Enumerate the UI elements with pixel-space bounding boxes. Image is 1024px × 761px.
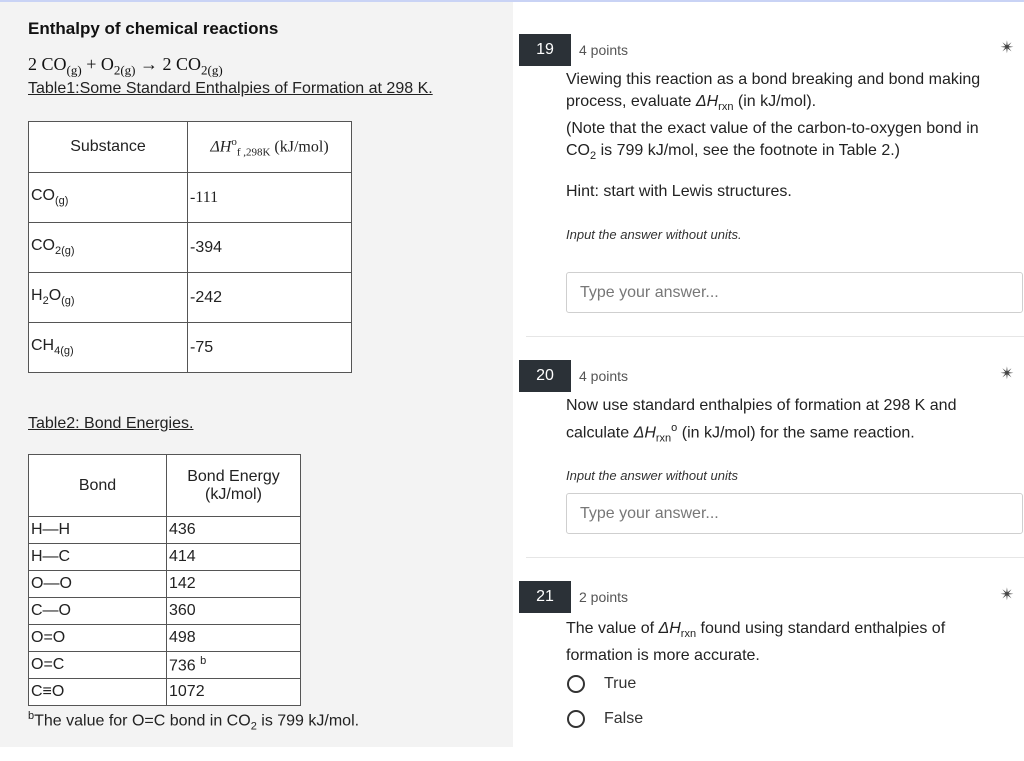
question-20-text: Now use standard enthalpies of formation at 298 K and calculate $\Delta H_{rxn}^o$ (in kJ/mol) for the same reaction. [566, 397, 957, 445]
question-20-answer-input[interactable] [566, 493, 1023, 534]
table-row [29, 173, 352, 223]
bond-cell: C—O [29, 598, 167, 625]
table2-caption: Table2: Bond Energies. [28, 415, 194, 432]
question-21-text: The value of $\Delta H_{rxn}$ found using standard enthalpies of formation is more accurate. [566, 620, 946, 665]
table-header-row [29, 455, 301, 517]
table-row [29, 544, 301, 571]
table1-caption: Table1:Some Standard Enthalpies of Formation at 298 K. [28, 80, 433, 97]
enthalpy-table [28, 121, 352, 373]
question-number-badge: 20 [519, 360, 571, 392]
energy-cell: 142 [167, 571, 301, 598]
pin-icon[interactable]: ✴ [1000, 585, 1015, 604]
question-number-badge: 19 [519, 34, 571, 66]
option-false-label[interactable]: False [604, 710, 644, 727]
table-row [29, 223, 352, 273]
header-bond: Bond [29, 455, 167, 517]
energy-cell: 1072 [167, 679, 301, 706]
bond-cell: O—O [29, 571, 167, 598]
question-19-instruction: Input the answer without units. [566, 227, 742, 242]
enthalpy-value: -111 [188, 173, 352, 223]
table-row [29, 598, 301, 625]
pin-icon[interactable]: ✴ [1000, 38, 1015, 57]
table-row [29, 517, 301, 544]
energy-cell: 498 [167, 625, 301, 652]
question-divider [526, 336, 1024, 337]
bond-cell: H—C [29, 544, 167, 571]
question-20-instruction: Input the answer without units [566, 468, 738, 483]
header-substance: Substance [29, 122, 188, 173]
question-19-text: Viewing this reaction as a bond breaking and bond making process, evaluate $\Delta H_{rxn}$ (in kJ/mol). (Note that the exact value of the carbon-to-oxygen bond in $CO_2$ is 799 kJ/mol, see the footnote in Table 2.) [566, 71, 981, 163]
header-bond-energy: Bond Energy (kJ/mol) [167, 455, 301, 517]
energy-cell: 436 [167, 517, 301, 544]
substance-cell: $CH_{4(g)}$ [29, 323, 188, 373]
question-divider [526, 557, 1024, 558]
question-number-badge: 21 [519, 581, 571, 613]
question-points: 2 points [579, 589, 629, 605]
bond-cell: O=C [29, 652, 167, 679]
bond-cell: H—H [29, 517, 167, 544]
table-header-row [29, 122, 352, 173]
energy-cell: 360 [167, 598, 301, 625]
table2-footnote: $^b$The value for O=C bond in $CO_2$ is 799 kJ/mol. [28, 710, 360, 733]
header-enthalpy: $\Delta H^o_{f ,298K}$ (kJ/mol) [188, 122, 352, 173]
energy-cell: 414 [167, 544, 301, 571]
question-points: 4 points [579, 368, 629, 384]
bond-energy-table [28, 454, 301, 706]
table-row [29, 273, 352, 323]
question-19-hint: Hint: start with Lewis structures. [566, 183, 792, 200]
table-row [29, 652, 301, 679]
energy-cell: 736 $^b$ [167, 652, 301, 679]
table-row [29, 571, 301, 598]
substance-cell: $CO_{(g)}$ [29, 173, 188, 223]
substance-cell: $CO_{2(g)}$ [29, 223, 188, 273]
table-row [29, 625, 301, 652]
option-true-label[interactable]: True [604, 675, 637, 692]
enthalpy-value: -242 [188, 273, 352, 323]
substance-cell: $H_2O_{(g)}$ [29, 273, 188, 323]
enthalpy-value: -75 [188, 323, 352, 373]
radio-false[interactable] [567, 710, 585, 728]
question-points: 4 points [579, 42, 629, 58]
table-row [29, 679, 301, 706]
reaction-equation: 2 $CO_{(g)} + O_{2(g)} \to 2$ $CO_{2(g)}$ [28, 54, 223, 78]
section-title: Enthalpy of chemical reactions [28, 19, 279, 38]
bond-cell: O=O [29, 625, 167, 652]
enthalpy-value: -394 [188, 223, 352, 273]
pin-icon[interactable]: ✴ [1000, 364, 1015, 383]
bond-cell: C≡O [29, 679, 167, 706]
radio-true[interactable] [567, 675, 585, 693]
table-row [29, 323, 352, 373]
question-19-answer-input[interactable] [566, 272, 1023, 313]
